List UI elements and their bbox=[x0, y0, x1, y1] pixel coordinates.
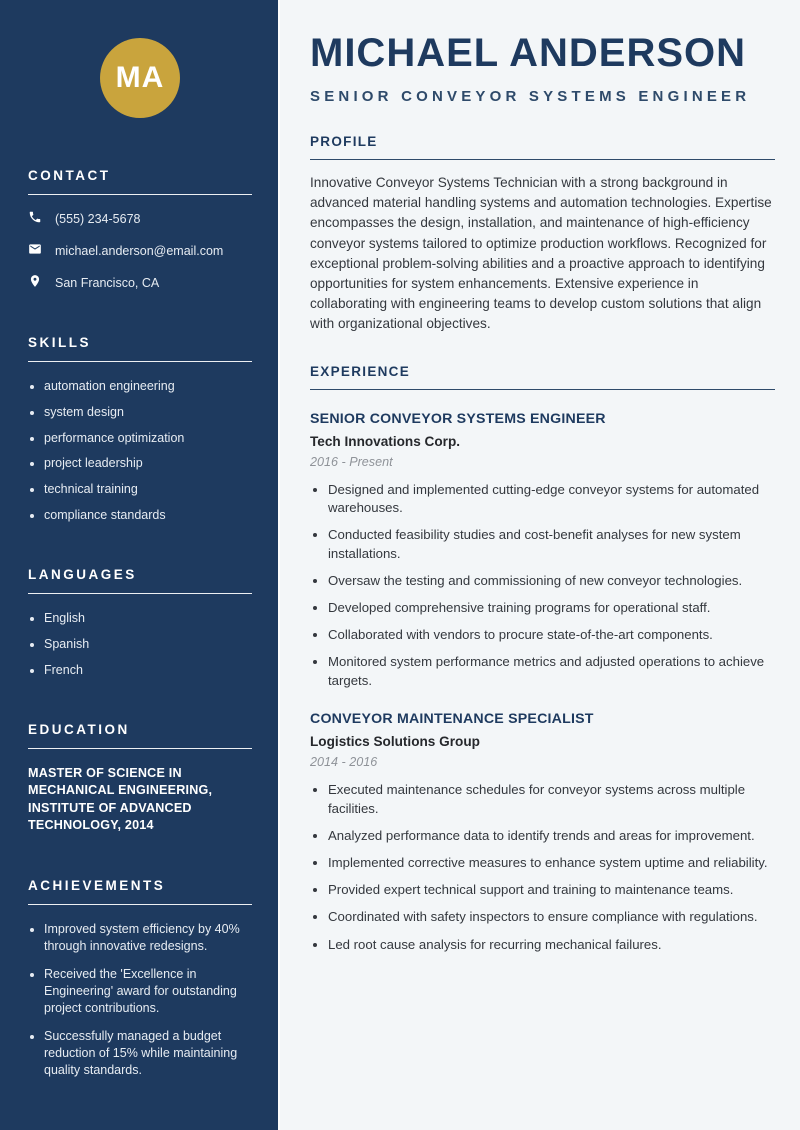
profile-section bbox=[310, 134, 775, 335]
job-title: SENIOR CONVEYOR SYSTEMS ENGINEER bbox=[310, 410, 606, 427]
contact-location-text: San Francisco, CA bbox=[55, 275, 160, 290]
profile-text: Innovative Conveyor Systems Technician with a strong background in advanced material handling systems and automation technologies. Expertise encompasses the design, installation, and maintenance of high-efficiency conveyor systems tailored to optimize production workflows. Recognized for exceptional problem-solving abilities and a proactive approach to identifying opportunities for system enhancements. Extensive experience in collaborating with engineering teams to develop custom solutions that align with organizational objectives. bbox=[310, 175, 772, 332]
education-degree: MASTER OF SCIENCE IN MECHANICAL ENGINEERING, INSTITUTE OF ADVANCED TECHNOLOGY, 2014 bbox=[28, 765, 213, 832]
job-bullet: • Led root cause analysis for recurring mechanical failures. bbox=[328, 936, 775, 955]
achievement-item: • Received the 'Excellence in Engineering' award for outstanding project contributions. bbox=[44, 966, 252, 1017]
contact-section bbox=[28, 168, 252, 291]
achievement-item: • Improved system efficiency by 40% through innovative redesigns. bbox=[44, 921, 252, 955]
achievements-list bbox=[28, 921, 252, 1079]
experience-heading: EXPERIENCE bbox=[310, 364, 775, 390]
contact-location-row bbox=[28, 274, 252, 291]
achievements-heading: ACHIEVEMENTS bbox=[28, 878, 252, 905]
job-bullet: • Monitored system performance metrics and adjusted operations to achieve targets. bbox=[328, 653, 775, 690]
skill-item: • technical training bbox=[44, 481, 252, 497]
job-bullet: • Designed and implemented cutting-edge conveyor systems for automated warehouses. bbox=[328, 481, 775, 518]
job-dates: 2014 - 2016 bbox=[310, 755, 378, 770]
avatar bbox=[100, 38, 180, 118]
skill-item: • performance optimization bbox=[44, 430, 252, 446]
candidate-title: SENIOR CONVEYOR SYSTEMS ENGINEER bbox=[310, 88, 751, 105]
location-pin-icon bbox=[28, 274, 42, 291]
contact-phone-row bbox=[28, 210, 252, 227]
education-section bbox=[28, 722, 252, 835]
education-heading: EDUCATION bbox=[28, 722, 252, 749]
job-dates: 2016 - Present bbox=[310, 454, 393, 469]
achievements-section bbox=[28, 878, 252, 1079]
profile-heading: PROFILE bbox=[310, 134, 775, 160]
job-entry bbox=[310, 411, 775, 691]
job-bullet: • Implemented corrective measures to enhance system uptime and reliability. bbox=[328, 854, 775, 873]
job-bullet: • Conducted feasibility studies and cost-benefit analyses for new system installations. bbox=[328, 526, 775, 563]
skill-item: • compliance standards bbox=[44, 507, 252, 523]
avatar-initials: MA bbox=[115, 61, 165, 94]
job-title: CONVEYOR MAINTENANCE SPECIALIST bbox=[310, 711, 594, 728]
contact-email-row bbox=[28, 242, 252, 259]
job-entry bbox=[310, 711, 775, 954]
job-company: Logistics Solutions Group bbox=[310, 734, 480, 750]
languages-list bbox=[28, 610, 252, 678]
sidebar bbox=[0, 0, 280, 1130]
job-bullet: • Collaborated with vendors to procure state-of-the-art components. bbox=[328, 626, 775, 645]
contact-phone-text: (555) 234-5678 bbox=[55, 211, 141, 226]
job-bullets bbox=[310, 781, 775, 954]
skills-list bbox=[28, 378, 252, 523]
languages-heading: LANGUAGES bbox=[28, 567, 252, 594]
skill-item: • system design bbox=[44, 404, 252, 420]
job-bullets bbox=[310, 481, 775, 691]
experience-section bbox=[310, 364, 775, 955]
job-bullet: • Coordinated with safety inspectors to ensure compliance with regulations. bbox=[328, 908, 775, 927]
languages-section bbox=[28, 567, 252, 678]
job-company: Tech Innovations Corp. bbox=[310, 433, 461, 449]
achievement-item: • Successfully managed a budget reduction of 15% while maintaining quality standards. bbox=[44, 1028, 252, 1079]
language-item: • English bbox=[44, 610, 252, 626]
email-icon bbox=[28, 242, 42, 259]
job-bullet: • Developed comprehensive training programs for operational staff. bbox=[328, 599, 775, 618]
job-bullet: • Oversaw the testing and commissioning of new conveyor technologies. bbox=[328, 572, 775, 591]
skill-item: • automation engineering bbox=[44, 378, 252, 394]
job-bullet: • Analyzed performance data to identify trends and areas for improvement. bbox=[328, 827, 775, 846]
language-item: • Spanish bbox=[44, 636, 252, 652]
skills-section bbox=[28, 335, 252, 523]
language-item: • French bbox=[44, 662, 252, 678]
skill-item: • project leadership bbox=[44, 455, 252, 471]
job-bullet: • Executed maintenance schedules for conveyor systems across multiple facilities. bbox=[328, 781, 775, 818]
skills-heading: SKILLS bbox=[28, 335, 252, 362]
candidate-name: MICHAEL ANDERSON bbox=[310, 31, 747, 75]
job-bullet: • Provided expert technical support and training to maintenance teams. bbox=[328, 881, 775, 900]
phone-icon bbox=[28, 210, 42, 227]
main-content bbox=[280, 0, 800, 1130]
contact-heading: CONTACT bbox=[28, 168, 252, 195]
contact-email-text: michael.anderson@email.com bbox=[55, 243, 224, 258]
